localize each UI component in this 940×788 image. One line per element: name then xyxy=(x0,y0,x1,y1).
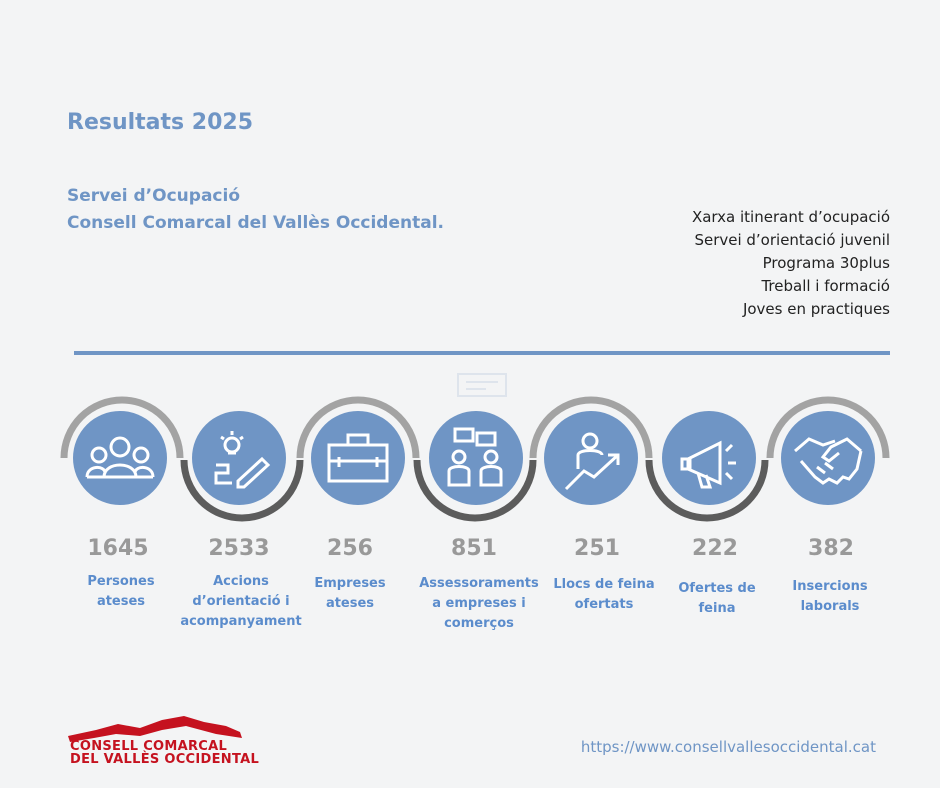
stat-value-advice: 851 xyxy=(451,536,497,561)
stat-label-companies xyxy=(285,574,415,614)
logo-text-line1: CONSELL COMARCAL xyxy=(70,739,228,754)
stat-circle-advice xyxy=(429,411,523,505)
program-item: Treball i formació xyxy=(761,277,890,295)
label-line: ateses xyxy=(96,594,146,609)
stat-value-offers: 222 xyxy=(692,536,738,561)
label-line: acompanyament xyxy=(180,614,302,629)
website-link[interactable]: https://www.consellvallesoccidental.cat xyxy=(580,738,876,756)
stat-circle-people xyxy=(73,411,167,505)
page-title: Resultats 2025 xyxy=(67,110,254,135)
stat-circle-offers xyxy=(662,411,756,505)
subtitle-council: Consell Comarcal del Vallès Occidental. xyxy=(67,213,444,233)
stat-label-jobs xyxy=(539,575,669,615)
label-line: d’orientació i xyxy=(192,594,290,609)
stat-label-offers xyxy=(652,579,782,619)
growth-person-icon xyxy=(544,411,638,505)
people-group-icon xyxy=(73,411,167,505)
stat-value-actions: 2533 xyxy=(208,536,270,561)
subtitle-service: Servei d’Ocupació xyxy=(67,186,240,206)
stat-label-advice xyxy=(414,574,544,634)
label-line: Assessoraments xyxy=(419,576,539,591)
stat-value-companies: 256 xyxy=(327,536,373,561)
megaphone-icon xyxy=(662,411,756,505)
stat-label-people xyxy=(56,572,186,612)
program-item: Servei d’orientació juvenil xyxy=(694,231,890,249)
stat-circle-actions xyxy=(192,411,286,505)
consulting-chat-icon xyxy=(429,411,523,505)
label-line: Llocs de feina xyxy=(553,577,655,592)
label-line: Empreses xyxy=(314,576,386,591)
label-line: Insercions xyxy=(792,579,868,594)
stat-circle-jobs xyxy=(544,411,638,505)
label-line: Accions xyxy=(213,574,269,589)
label-line: comerços xyxy=(444,616,514,631)
stat-circle-insertions xyxy=(781,411,875,505)
label-line: Ofertes de xyxy=(678,581,756,596)
briefcase-icon xyxy=(311,411,405,505)
program-item: Joves en practiques xyxy=(742,300,890,318)
program-item: Programa 30plus xyxy=(762,254,890,272)
label-line: laborals xyxy=(800,599,860,614)
program-item: Xarxa itinerant d’ocupació xyxy=(691,208,890,226)
label-line: ofertats xyxy=(574,597,634,612)
stat-value-insertions: 382 xyxy=(808,536,854,561)
stat-value-jobs: 251 xyxy=(574,536,620,561)
label-line: a empreses i xyxy=(432,596,526,611)
logo-text-line2: DEL VALLÈS OCCIDENTAL xyxy=(70,752,260,767)
stat-circle-companies xyxy=(311,411,405,505)
stat-label-insertions xyxy=(765,577,895,617)
stat-value-people: 1645 xyxy=(87,536,149,561)
label-line: Persones xyxy=(87,574,155,589)
idea-write-icon xyxy=(192,411,286,505)
label-line: ateses xyxy=(325,596,375,611)
label-line: feina xyxy=(698,601,736,616)
handshake-icon xyxy=(781,411,875,505)
